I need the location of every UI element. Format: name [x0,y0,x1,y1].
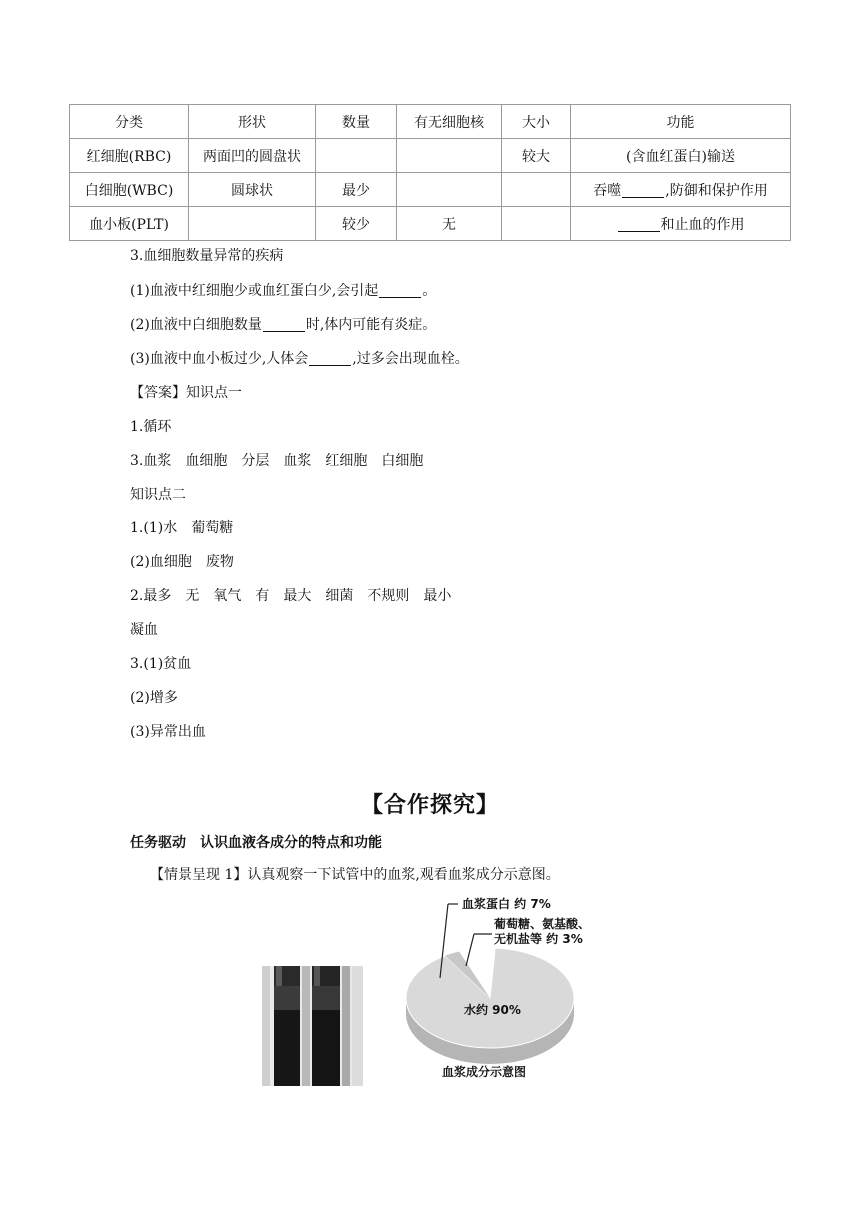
answer-item: 最大 [283,588,312,604]
answer-item: 最多 [143,588,172,604]
label-protein: 血浆蛋白 约 7% [462,897,551,911]
answer-item: 水 [163,520,178,536]
answer-label: 1.(1) [130,520,164,536]
q-text: (2)血液中白细胞数量 [130,317,262,333]
scene-text: 【情景呈现 1】认真观察一下试管中的血浆,观看血浆成分示意图。 [150,867,560,883]
q-text: (1)血液中红细胞少或血红蛋白少,会引起 [130,283,379,299]
table-cell: 血小板(PLT) [70,207,189,241]
answer-item: 血细胞 [185,453,228,469]
answer-item: 细菌 [325,588,354,604]
answer-item: 血浆 [143,453,172,469]
answer-subheading: 知识点二 [130,487,186,503]
table-cell: 红细胞(RBC) [70,139,189,173]
q-text: ,过多会出现血栓。 [352,351,469,367]
cell-text: 吞噬 [593,182,622,199]
table-cell [571,207,791,241]
question-3 [130,349,469,369]
answer-item: 不规则 [367,588,410,604]
table-header-cell: 数量 [316,105,397,139]
answer-item: 无 [185,588,200,604]
answer-item: 白细胞 [381,453,424,469]
answer-item: 氧气 [213,588,242,604]
label-water: 水约 90% [464,1003,521,1017]
test-tube-photo [262,966,363,1086]
pie-slice-water [406,948,574,1048]
blood-cell-table [69,104,791,241]
table-cell [397,173,502,207]
chart-title: 血浆成分示意图 [442,1065,527,1079]
table-cell: 两面凹的圆盘状 [189,139,316,173]
answer-item: 废物 [205,554,234,570]
answer-line [130,451,423,471]
table-cell [571,173,791,207]
q-text: 。 [422,283,437,299]
fill-blank[interactable] [309,351,351,366]
table-header-cell: 大小 [502,105,571,139]
answer-line: 3.(1)贫血 [130,656,192,672]
answer-item: 最小 [423,588,452,604]
label-other-2: 无机盐等 约 3% [494,932,583,946]
table-cell [316,139,397,173]
answer-label: 3. [130,453,144,469]
table-row [70,173,791,207]
answer-line: 1.循环 [130,419,172,435]
table-header-cell: 有无细胞核 [397,105,502,139]
q-text: 时,体内可能有炎症。 [305,317,437,333]
plasma-pie-chart [380,890,620,1100]
table-cell: 较少 [316,207,397,241]
table-header-cell: 功能 [571,105,791,139]
table-cell [502,207,571,241]
table-cell: 圆球状 [189,173,316,207]
cell-text: ,防御和保护作用 [665,182,768,199]
table-cell: 较大 [502,139,571,173]
table-header-cell: 分类 [70,105,189,139]
cell-text: 和止血的作用 [660,216,745,233]
table-cell [502,173,571,207]
table-header-cell: 形状 [189,105,316,139]
fill-blank[interactable] [379,283,421,298]
answer-line [130,552,234,572]
table-cell: 无 [397,207,502,241]
fill-blank[interactable] [263,317,305,332]
answer-line: (3)异常出血 [130,724,206,740]
table-cell: 最少 [316,173,397,207]
answer-item: 分层 [241,453,270,469]
label-other-1: 葡萄糖、氨基酸、 [494,917,591,931]
table-cell: 白细胞(WBC) [70,173,189,207]
answer-line: 凝血 [130,622,158,638]
q-text: (3)血液中血小板过少,人体会 [130,351,309,367]
table-cell [397,139,502,173]
answer-heading: 【答案】知识点一 [130,385,242,401]
task-heading: 任务驱动 认识血液各成分的特点和功能 [130,835,382,851]
fill-blank[interactable] [622,183,664,198]
answer-line [130,586,451,606]
question-2 [130,315,436,335]
table-row [70,139,791,173]
answer-line [130,518,233,538]
table-row [70,207,791,241]
answer-label: (2) [130,554,150,570]
answer-line: (2)增多 [130,690,178,706]
answer-label: 2. [130,588,144,604]
leader-line-other [466,934,474,966]
fill-blank[interactable] [618,217,660,232]
question-1 [130,281,436,301]
answer-item: 有 [255,588,270,604]
answer-item: 血浆 [283,453,312,469]
section-title: 【合作探究】 [360,793,499,818]
table-cell [189,207,316,241]
disease-title: 3.血细胞数量异常的疾病 [130,248,284,264]
answer-item: 葡萄糖 [191,520,234,536]
answer-item: 红细胞 [325,453,368,469]
answer-item: 血细胞 [149,554,192,570]
table-header-row [70,105,791,139]
table-cell: (含血红蛋白)输送 [571,139,791,173]
